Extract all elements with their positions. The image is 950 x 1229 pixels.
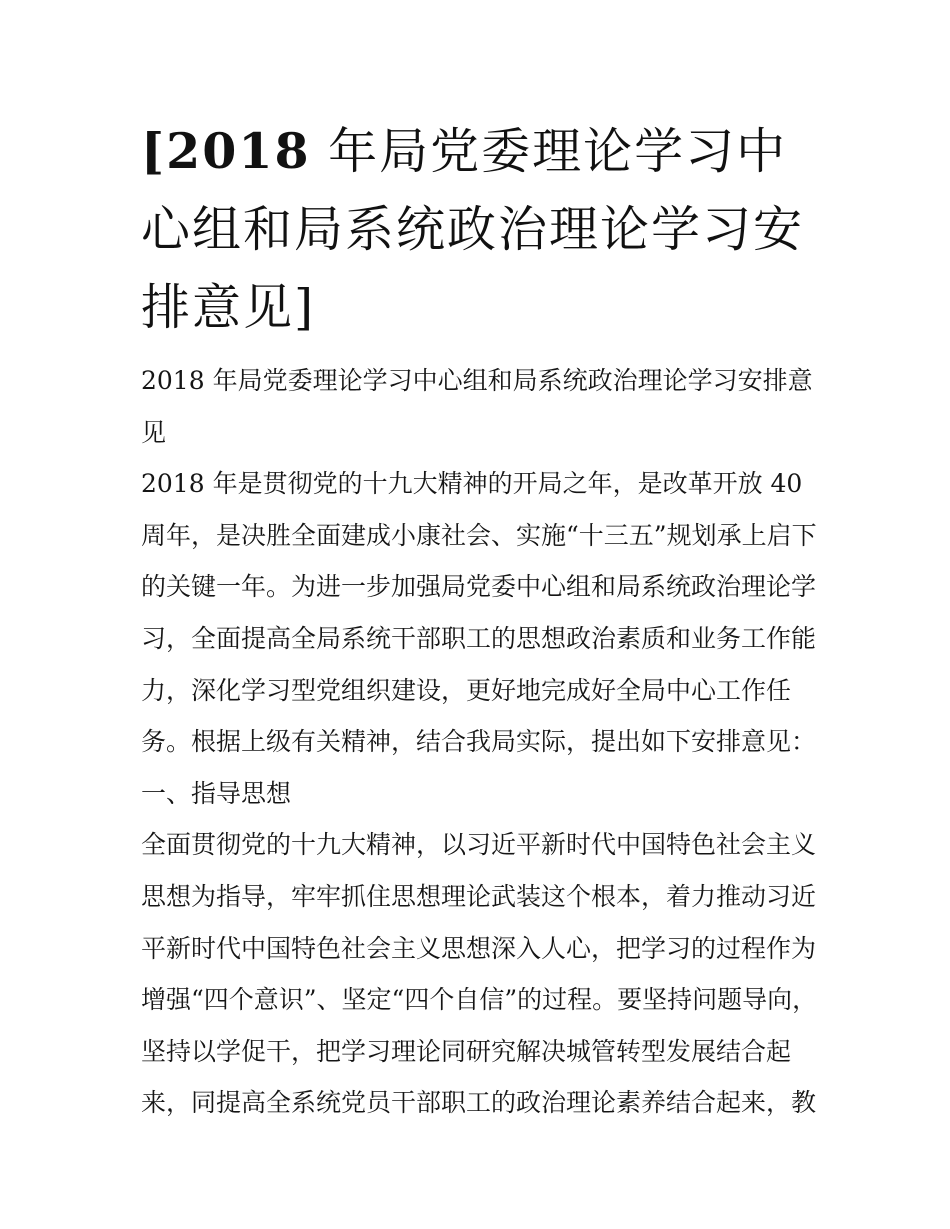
document-title-lead: [2018 xyxy=(141,122,311,180)
document-body xyxy=(141,355,821,1129)
section-paragraph-guiding-ideology: 全面贯彻党的十九大精神，以习近平新时代中国特色社会主义思想为指导，牢牢抓住思想理论武装这个根本，着力推动习近平新时代中国特色社会主义思想深入人心，把学习的过程作为增强“四个意识”、坚定“四个自信”的过程。要坚持问题导向，坚持以学促干，把学习理论同研究解决城管转型发展结合起来，同提高全系统党员干部职工的政治理论素养结合起来，教 xyxy=(141,830,818,1118)
document-subtitle: 2018 年局党委理论学习中心组和局系统政治理论学习安排意见 xyxy=(141,366,813,447)
document-title xyxy=(141,112,821,347)
section-heading-guiding-ideology: 一、指导思想 xyxy=(141,778,292,808)
intro-paragraph: 2018 年是贯彻党的十九大精神的开局之年，是改革开放 40 周年，是决胜全面建成小康社会、实施“十三五”规划承上启下的关键一年。为进一步加强局党委中心组和局系统政治理论学习，全面提高全局系统干部职工的思想政治素质和业务工作能力，深化学习型党组织建设，更好地完成好全局中心工作任务。根据上级有关精神，结合我局实际，提出如下安排意见： xyxy=(141,469,817,757)
document-title-rest: 年局党委理论学习中心组和局系统政治理论学习安排意见] xyxy=(141,123,805,336)
